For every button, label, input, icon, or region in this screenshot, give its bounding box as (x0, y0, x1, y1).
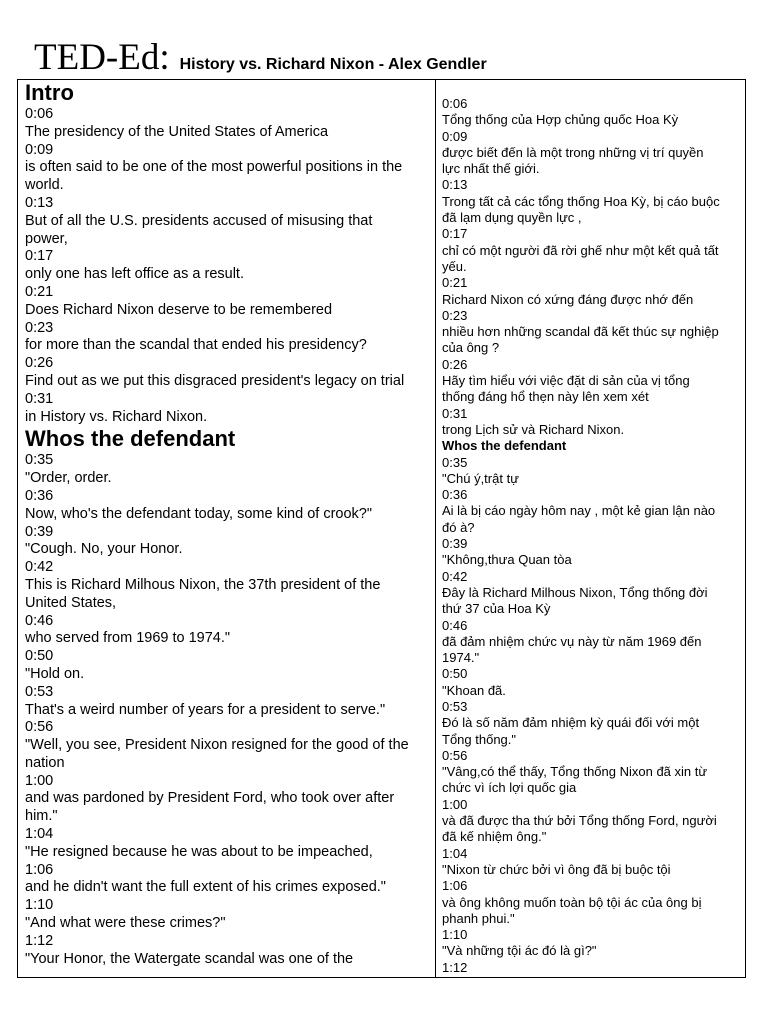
transcript-line: Tổng thống." (442, 731, 517, 747)
transcript-line: 0:53 (442, 698, 468, 714)
transcript-line: 0:23 (25, 319, 54, 336)
transcript-line: 0:36 (25, 487, 54, 504)
transcript-line: Ai là bị cáo ngày hôm nay , một kẻ gian lận nào (442, 503, 716, 519)
transcript-line: 0:26 (25, 355, 54, 372)
transcript-line: 0:21 (25, 283, 54, 300)
transcript-line: "And what were these crimes?" (25, 915, 226, 932)
transcript-line: But of all the U.S. presidents accused of misusing that (25, 212, 373, 229)
transcript-line: "He resigned because he was about to be impeached, (25, 843, 373, 860)
transcript-line: and he didn't want the full extent of his crimes exposed." (25, 879, 386, 896)
transcript-line: Trong tất cả các tổng thống Hoa Kỳ, bị cáo buộc (442, 193, 720, 209)
transcript-line: 0:36 (442, 487, 468, 503)
transcript-line: United States, (25, 594, 117, 611)
transcript-line: 1:12 (442, 959, 468, 975)
transcript-table (17, 79, 746, 978)
transcript-line: 0:17 (25, 248, 54, 265)
transcript-line: only one has left office as a result. (25, 266, 244, 283)
transcript-line: 0:35 (442, 454, 468, 470)
transcript-line: That's a weird number of years for a president to serve." (25, 701, 386, 718)
transcript-line: "Khoan đã. (442, 682, 506, 698)
transcript-line: 0:17 (442, 226, 468, 242)
brand-name: TED-Ed: (34, 37, 170, 78)
transcript-line: "Order, order. (25, 470, 112, 487)
transcript-line: who served from 1969 to 1974." (25, 630, 231, 647)
transcript-line: đã kế nhiệm ông." (442, 829, 547, 845)
transcript-line: 0:50 (442, 666, 468, 682)
transcript-line: thống đáng hổ thẹn này lên xem xét (442, 389, 649, 405)
transcript-line: "Cough. No, your Honor. (25, 541, 183, 558)
transcript-line: và đã được tha thứ bởi Tổng thống Ford, người (442, 813, 717, 829)
transcript-line: 1:06 (442, 878, 468, 894)
transcript-line: và ông không muốn toàn bộ tội ác của ông bị (442, 894, 702, 910)
transcript-line: 0:42 (442, 568, 468, 584)
transcript-line: 0:09 (25, 141, 54, 158)
transcript-line: Đó là số năm đảm nhiệm kỳ quái đối với một (442, 715, 700, 731)
section-heading: Intro (25, 80, 74, 105)
transcript-line: 0:09 (442, 128, 468, 144)
transcript-line: 0:26 (442, 356, 468, 372)
transcript-line: 0:31 (442, 405, 468, 421)
transcript-line: được biết đến là một trong những vị trí quyền (442, 144, 704, 160)
transcript-line: 0:13 (442, 177, 468, 193)
transcript-line: 0:39 (442, 536, 468, 552)
transcript-line: 0:46 (25, 612, 54, 629)
transcript-line: 0:46 (442, 617, 468, 633)
transcript-line: 0:35 (25, 452, 54, 469)
transcript-line: Tổng thống của Hợp chủng quốc Hoa Kỳ (442, 112, 679, 128)
transcript-line: 0:23 (442, 307, 468, 323)
transcript-line: 1974." (442, 650, 480, 666)
transcript-line: is often said to be one of the most powerful positions in the (25, 159, 403, 176)
transcript-line: "Nixon từ chức bởi vì ông đã bị buộc tội (442, 861, 671, 877)
english-transcript-column (18, 80, 436, 977)
transcript-line: 0:13 (25, 194, 54, 211)
transcript-line: thứ 37 của Hoa Kỳ (442, 601, 551, 617)
transcript-line: của ông ? (442, 340, 500, 356)
transcript-line: world. (25, 177, 64, 194)
document-title: History vs. Richard Nixon - Alex Gendler (179, 56, 487, 73)
transcript-line: in History vs. Richard Nixon. (25, 408, 208, 425)
transcript-line: 1:12 (25, 932, 54, 949)
transcript-line: 0:53 (25, 683, 54, 700)
section-heading: Whos the defendant (25, 426, 236, 452)
transcript-line: 1:10 (25, 897, 54, 914)
transcript-line: 1:00 (442, 796, 468, 812)
transcript-line: nation (25, 754, 65, 771)
transcript-line: "Vâng,có thể thấy, Tổng thống Nixon đã xin từ (442, 764, 708, 780)
transcript-line: 0:21 (442, 275, 468, 291)
transcript-line: yếu. (442, 258, 467, 274)
transcript-line: 0:56 (25, 719, 54, 736)
transcript-line: 0:50 (25, 648, 54, 665)
transcript-line: 0:39 (25, 523, 54, 540)
transcript-line: đã đảm nhiệm chức vụ này từ năm 1969 đến (442, 633, 702, 649)
transcript-line: power, (25, 230, 68, 247)
transcript-line: chỉ có một người đã rời ghế như một kết quả tất (442, 242, 719, 258)
transcript-line: Richard Nixon có xứng đáng được nhớ đến (442, 291, 694, 307)
transcript-line: Đây là Richard Milhous Nixon, Tổng thống đời (442, 584, 708, 600)
transcript-line: 1:10 (442, 927, 468, 943)
transcript-line: 1:00 (25, 772, 54, 789)
transcript-line: 1:06 (25, 861, 54, 878)
section-heading: Whos the defendant (442, 438, 567, 454)
transcript-line: 0:31 (25, 390, 54, 407)
transcript-line: nhiều hơn những scandal đã kết thúc sự nghiệp (442, 324, 719, 340)
document-header (34, 38, 487, 78)
transcript-line: phanh phui." (442, 910, 515, 926)
transcript-line: 1:04 (25, 826, 54, 843)
transcript-line: This is Richard Milhous Nixon, the 37th president of the (25, 576, 381, 593)
transcript-line: "Well, you see, President Nixon resigned for the good of the (25, 737, 409, 754)
transcript-line: Find out as we put this disgraced president's legacy on trial (25, 372, 405, 389)
transcript-line: for more than the scandal that ended his presidency? (25, 337, 367, 354)
transcript-line: Does Richard Nixon deserve to be remembered (25, 301, 333, 318)
transcript-line: 0:42 (25, 559, 54, 576)
transcript-line: đó à? (442, 519, 475, 535)
transcript-line: 0:56 (442, 747, 468, 763)
vietnamese-transcript-column (436, 80, 745, 977)
transcript-line: and was pardoned by President Ford, who took over after (25, 790, 395, 807)
transcript-line: Hãy tìm hiểu với việc đặt di sản của vị tổng (442, 373, 690, 389)
transcript-line: Now, who's the defendant today, some kind of crook?" (25, 505, 372, 522)
transcript-line: "Chú ý,trật tự (442, 470, 519, 486)
transcript-line: him." (25, 808, 58, 825)
transcript-line: "Hold on. (25, 665, 85, 682)
transcript-line: The presidency of the United States of America (25, 123, 329, 140)
transcript-line: "Your Honor, the Watergate scandal was one of the (25, 950, 354, 967)
transcript-line: trong Lịch sử và Richard Nixon. (442, 421, 625, 437)
transcript-line: đã lạm dụng quyền lực , (442, 210, 582, 226)
transcript-line: 1:04 (442, 845, 468, 861)
transcript-line: 0:06 (25, 106, 54, 122)
transcript-line: lực nhất thế giới. (442, 161, 540, 177)
transcript-line: chức vì ích lợi quốc gia (442, 780, 577, 796)
transcript-line: "Và những tội ác đó là gì?" (442, 943, 597, 959)
transcript-line: 0:06 (442, 96, 468, 111)
transcript-line: "Không,thưa Quan tòa (442, 552, 572, 568)
